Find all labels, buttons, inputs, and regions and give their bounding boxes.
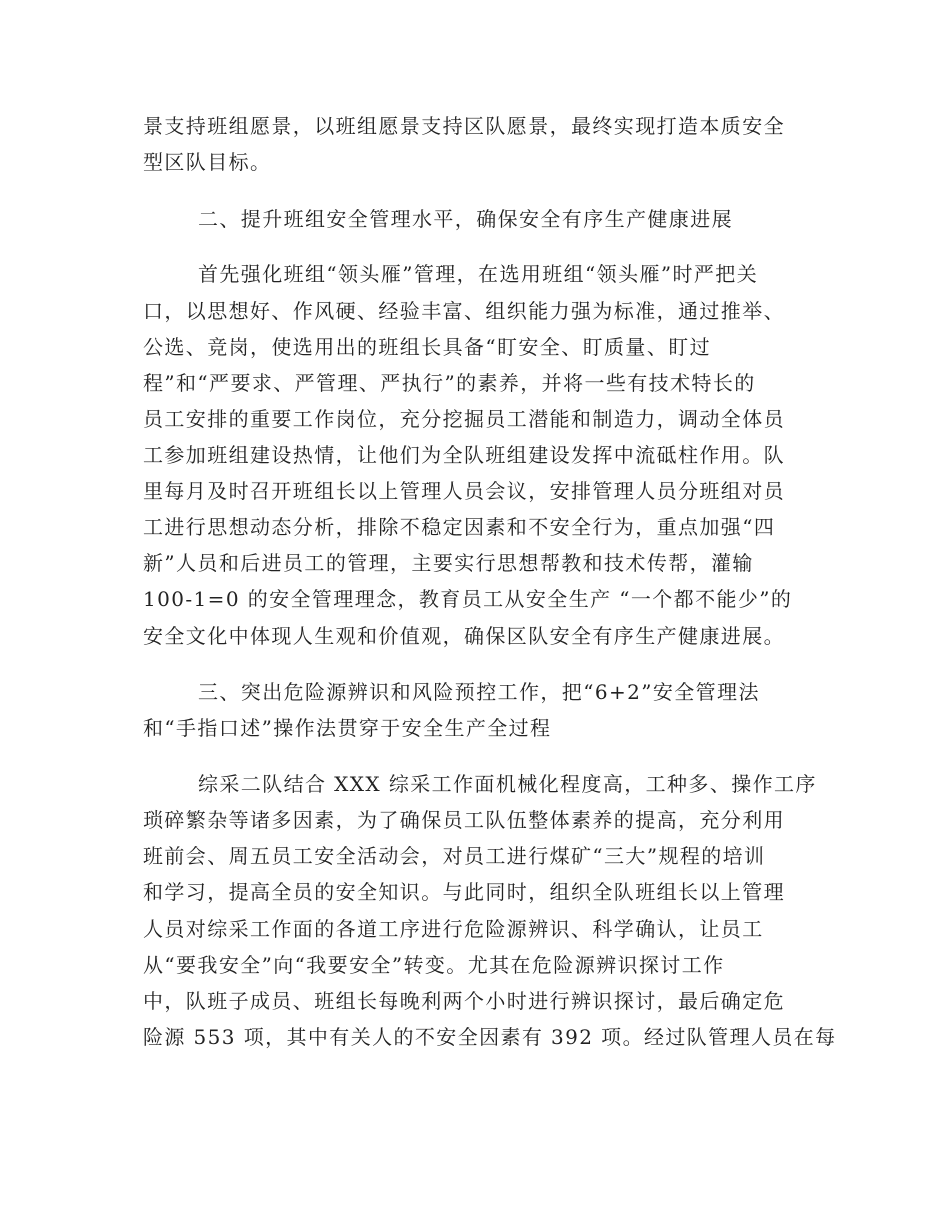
text-line: 公选、竞岗，使选用出的班组长具备“盯安全、盯质量、盯过 [143,335,712,359]
section-heading: 三、突出危险源辨识和风险预控工作，把“6+2”安全管理法 [198,680,760,704]
text-line: 工参加班组建设热情，让他们为全队班组建设发挥中流砥柱作用。队 [143,443,785,467]
section-heading: 二、提升班组安全管理水平，确保安全有序生产健康进展 [198,207,733,231]
text-line: 综采二队结合 XXX 综采工作面机械化程度高，工种多、操作工序 [198,772,817,796]
text-line: 安全文化中体现人生观和价值观，确保区队安全有序生产健康进展。 [143,624,785,648]
text-line: 中，队班子成员、班组长每晚利两个小时进行辨识探讨，最后确定危 [143,989,785,1013]
text-line: 新”人员和后进员工的管理，主要实行思想帮教和技术传帮，灌输 [143,551,754,575]
text-line: 里每月及时召开班组长以上管理人员会议，安排管理人员分班组对员 [143,479,785,503]
text-line: 员工安排的重要工作岗位，充分挖掘员工潜能和制造力，调动全体员 [143,407,785,431]
text-line: 险源 553 项，其中有关人的不安全因素有 392 项。经过队管理人员在每 [143,1025,837,1049]
text-line: 景支持班组愿景，以班组愿景支持区队愿景，最终实现打造本质安全 [143,114,785,138]
text-line: 程”和“严要求、严管理、严执行”的素养，并将一些有技术特长的 [143,371,756,395]
text-line: 和学习，提高全员的安全知识。与此同时，组织全队班组长以上管理 [143,880,785,904]
section-heading-continued: 和“手指口述”操作法贯穿于安全生产全过程 [143,716,552,740]
text-line: 班前会、周五员工安全活动会，对员工进行煤矿“三大”规程的培训 [143,844,766,868]
text-line: 100-1=0 的安全管理理念，教育员工从安全生产 “一个都不能少”的 [143,587,793,611]
text-line: 口，以思想好、作风硬、经验丰富、组织能力强为标准，通过推举、 [143,299,785,323]
text-line: 琐碎繁杂等诸多因素，为了确保员工队伍整体素养的提高，充分利用 [143,808,785,832]
text-line: 工进行思想动态分析，排除不稳定因素和不安全行为，重点加强“四 [143,515,776,539]
text-line: 人员对综采工作面的各道工序进行危险源辨识、科学确认，让员工 [143,917,764,941]
text-line: 从“要我安全”向“我要安全”转变。尤其在危险源辨识探讨工作 [143,953,725,977]
text-line: 型区队目标。 [143,150,272,174]
text-line: 首先强化班组“领头雁”管理，在选用班组“领头雁”时严把关 [198,262,759,286]
